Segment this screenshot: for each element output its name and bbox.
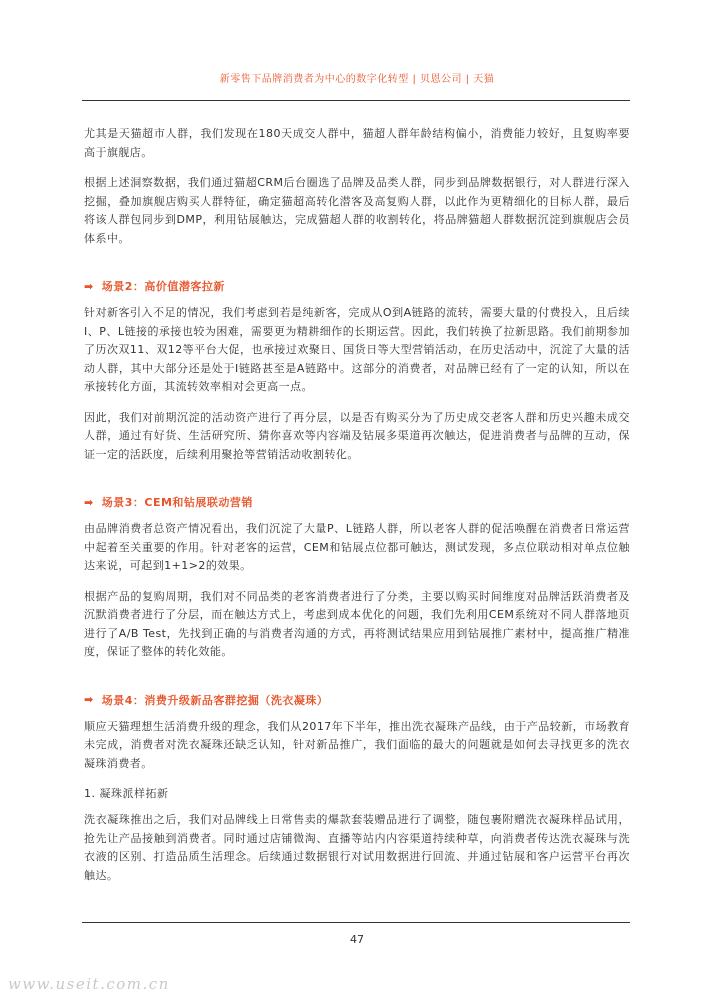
section-heading bbox=[84, 278, 630, 294]
section-paragraph: 针对新客引入不足的情况，我们考虑到若是纯新客，完成从O到A链路的流转，需要大量的付费投入，且后续I、P、L链接的承接也较为困难，需要更为精耕细作的长期运营。因此，我们转换了拉新思路。我们前期参加了历次双11、双12等平台大促，也承接过欢聚日、国货日等大型营销活动，在历史活动中，沉淀了大量的活动人群，其中大部分还是处于I链路甚至是A链路中。这部分的消费者，对品牌已经有了一定的认知，所以在承接转化方面，其流转效率相对会更高一点。 bbox=[84, 306, 630, 393]
section-heading-text: 场景3：CEM和钻展联动营销 bbox=[101, 496, 253, 509]
intro-paragraph: 根据上述洞察数据，我们通过猫超CRM后台圈选了品牌及品类人群，同步到品牌数据银行，对人群进行深入挖掘，叠加旗舰店购买人群特征，确定猫超高转化潜客及高复购人群，以此作为更精细化的目标人群，最后将该人群包同步到DMP，利用钻展触达，完成猫超人群的收割转化，将品牌猫超人群数据沉淀到旗舰店会员体系中。 bbox=[84, 176, 630, 245]
section-paragraph: 顺应天猫理想生活消费升级的理念，我们从2017年下半年，推出洗衣凝珠产品线，由于产品较新，市场教育未完成，消费者对洗衣凝珠还缺乏认知，针对新品推广，我们面临的最大的问题就是如何去寻找更多的洗衣凝珠消费者。 bbox=[84, 719, 630, 770]
section-paragraph: 根据产品的复购周期，我们对不同品类的老客消费者进行了分类，主要以购买时间维度对品牌活跃消费者及沉默消费者进行了分层，而在触达方式上，考虑到成本优化的问题，我们先利用CEM系统对不同人群落地页进行了A/B Test，先找到正确的与消费者沟通的方式，再将测试结果应用到钻展推广素材中，提高推广精准度，保证了整体的转化效能。 bbox=[84, 589, 630, 658]
section-heading-text: 场景4：消费升级新品客群挖掘（洗衣凝珠） bbox=[101, 693, 329, 707]
section-heading-text: 场景2：高价值潜客拉新 bbox=[101, 280, 225, 293]
page-content bbox=[84, 125, 630, 897]
section-paragraph: 洗衣凝珠推出之后，我们对品牌线上日常售卖的爆款套装赠品进行了调整，随包裹附赠洗衣凝珠样品试用，抢先让产品接触到消费者。同时通过店铺微淘、直播等站内内容渠道持续种草，向消费者传达洗衣凝珠与洗衣液的区别、打造品质生活理念。后续通过数据银行对试用数据进行回流、并通过钻展和客户运营平台再次触达。 bbox=[84, 813, 630, 882]
section-heading bbox=[84, 692, 630, 708]
section-paragraph: 由品牌消费者总资产情况看出，我们沉淀了大量P、L链路人群，所以老客人群的促活唤醒在消费者日常运营中起着至关重要的作用。针对老客的运营，CEM和钻展点位都可触达，测试发现，多点位联动相对单点位触达来说，可起到1+1>2的效果。 bbox=[84, 522, 630, 572]
subsection-heading: 1. 凝珠派样拓新 bbox=[84, 787, 169, 800]
header-divider bbox=[82, 100, 630, 101]
section-paragraph: 因此，我们对前期沉淀的活动资产进行了再分层，以是否有购买分为了历史成交老客人群和历史兴趣未成交人群，通过有好货、生活研究所、猜你喜欢等内容端及钻展多渠道再次触达，促进消费者与品牌的互动，保证一定的活跃度，后续利用聚抢等营销活动收割转化。 bbox=[84, 410, 630, 461]
arrow-right-icon: ➡ bbox=[84, 279, 94, 293]
running-header: 新零售下品牌消费者为中心的数字化转型 | 贝恩公司 | 天猫 bbox=[219, 74, 495, 85]
intro-paragraph: 尤其是天猫超市人群，我们发现在180天成交人群中，猫超人群年龄结构偏小，消费能力较好，且复购率要高于旗舰店。 bbox=[84, 127, 630, 159]
footer-divider bbox=[82, 922, 630, 923]
watermark: www.useit.com.cn bbox=[8, 975, 170, 993]
arrow-right-icon: ➡ bbox=[84, 495, 94, 509]
arrow-right-icon: ➡ bbox=[84, 693, 94, 706]
page-number: 47 bbox=[350, 933, 364, 946]
section-heading bbox=[84, 494, 630, 510]
